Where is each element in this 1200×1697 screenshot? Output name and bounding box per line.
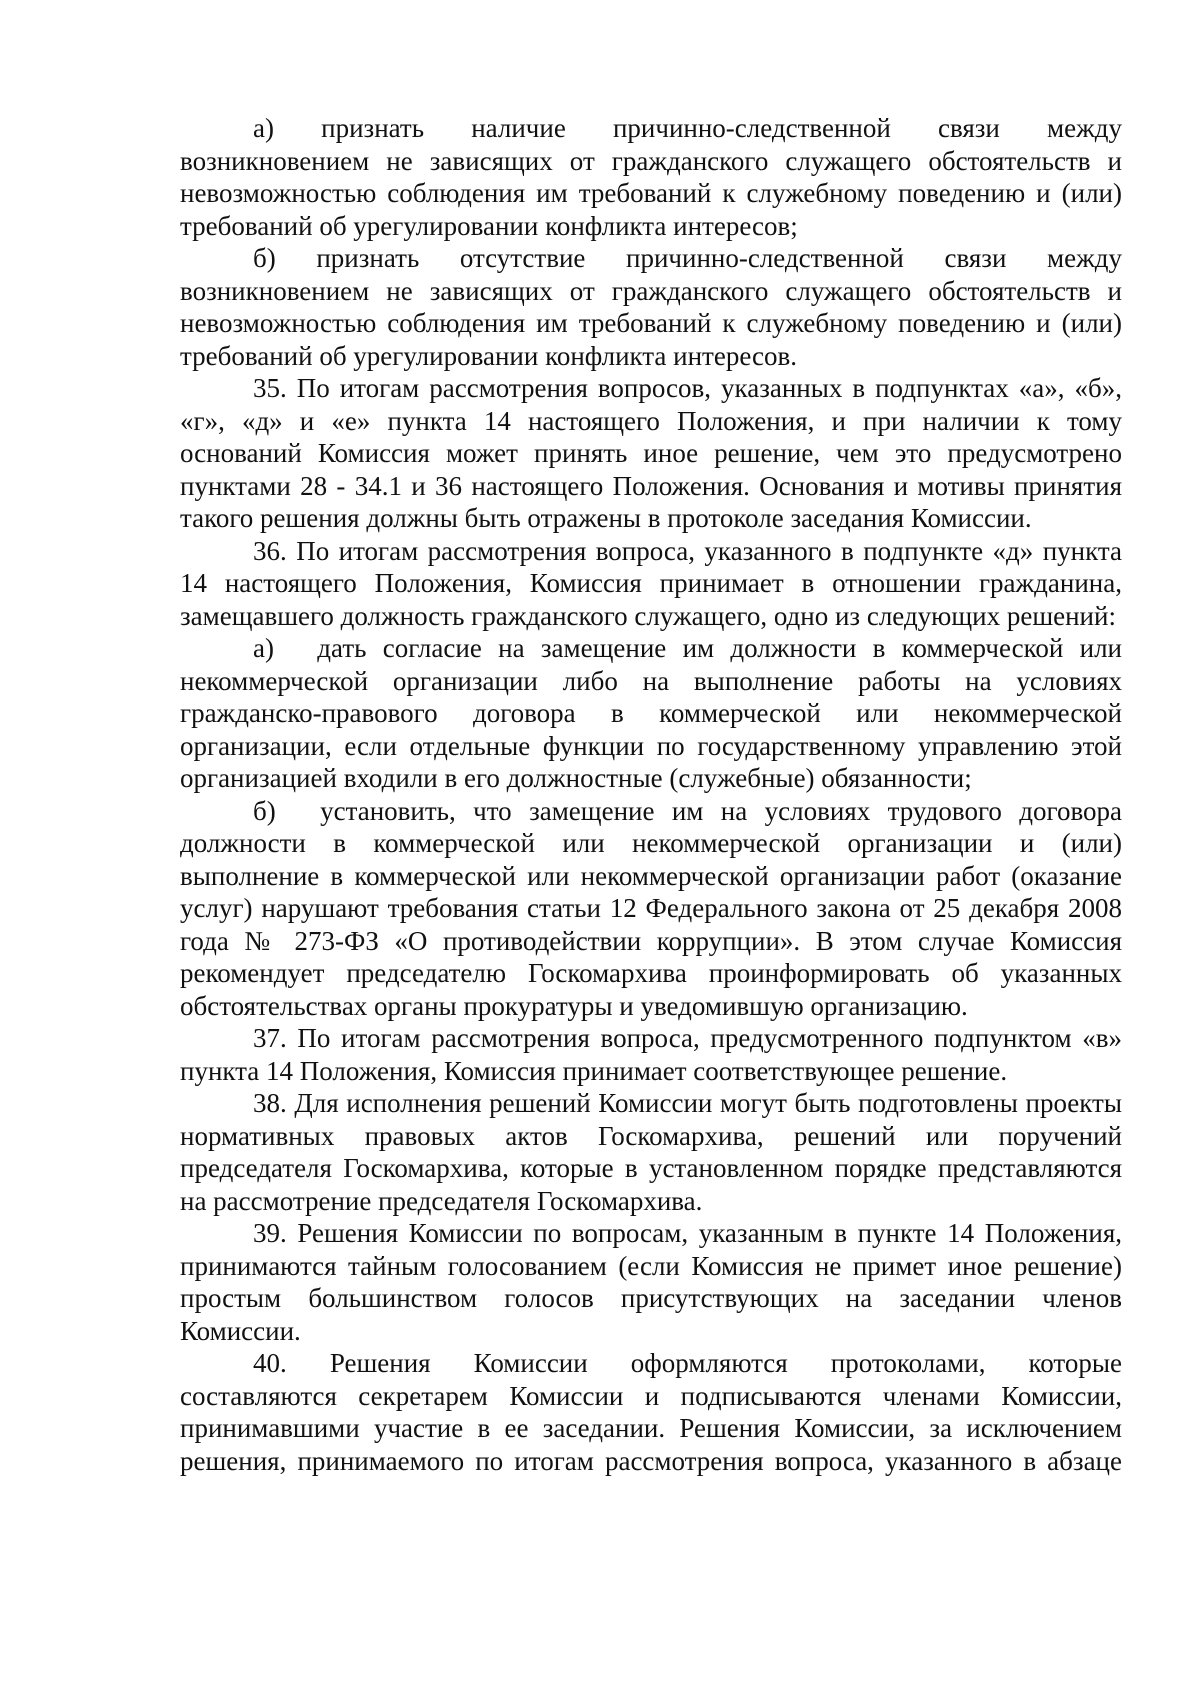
- paragraph-36: 36. По итогам рассмотрения вопроса, указанного в подпункте «д» пункта 14 настоящего Положения, Комиссия принимает в отношении гражданина, замещавшего должность гражданского служащего, одно из следующих решений:: [180, 535, 1122, 631]
- document-body: [180, 112, 1122, 1477]
- paragraph-34b: б) признать отсутствие причинно-следственной связи между возникновением не зависящих от гражданского служащего обстоятельств и невозможностью соблюдения им требований к служебному поведению и (или) требований об урегулировании конфликта интересов.: [180, 243, 1122, 371]
- paragraph-36b: б) установить, что замещение им на условиях трудового договора должности в коммерческой или некоммерческой организации и (или) выполнение в коммерческой или некоммерческой организации работ (оказание услуг) нарушают требования статьи 12 Федерального закона от 25 декабря 2008 года № 273-ФЗ «О противодействии коррупции». В этом случае Комиссия рекомендует председателю Госкомархива проинформировать об указанных обстоятельствах органы прокуратуры и уведомившую организацию.: [180, 795, 1122, 1021]
- paragraph-40: 40. Решения Комиссии оформляются протоколами, которые составляются секретарем Комиссии и подписываются членами Комиссии, принимавшими участие в ее заседании. Решения Комиссии, за исключением решения, принимаемого по итогам рассмотрения вопроса, указанного в абзаце: [180, 1348, 1122, 1476]
- paragraph-37: 37. По итогам рассмотрения вопроса, предусмотренного подпунктом «в» пункта 14 Положения, Комиссия принимает соответствующее решение.: [180, 1023, 1122, 1086]
- paragraph-34a: а) признать наличие причинно-следственной связи между возникновением не зависящих от гражданского служащего обстоятельств и невозможностью соблюдения им требований к служебному поведению и (или) требований об урегулировании конфликта интересов;: [180, 113, 1122, 241]
- paragraph-39: 39. Решения Комиссии по вопросам, указанным в пункте 14 Положения, принимаются тайным голосованием (если Комиссия не примет иное решение) простым большинством голосов присутствующих на заседании членов Комиссии.: [180, 1218, 1122, 1346]
- paragraph-36a: а) дать согласие на замещение им должности в коммерческой или некоммерческой организации либо на выполнение работы на условиях гражданско-правового договора в коммерческой или некоммерческой организации, если отдельные функции по государственному управлению этой организацией входили в его должностные (служебные) обязанности;: [180, 633, 1122, 793]
- paragraph-38: 38. Для исполнения решений Комиссии могут быть подготовлены проекты нормативных правовых актов Госкомархива, решений или поручений председателя Госкомархива, которые в установленном порядке представляются на рассмотрение председателя Госкомархива.: [180, 1088, 1122, 1216]
- paragraph-35: 35. По итогам рассмотрения вопросов, указанных в подпунктах «а», «б», «г», «д» и «е» пункта 14 настоящего Положения, и при наличии к тому оснований Комиссия может принять иное решение, чем это предусмотрено пунктами 28 - 34.1 и 36 настоящего Положения. Основания и мотивы принятия такого решения должны быть отражены в протоколе заседания Комиссии.: [180, 373, 1122, 533]
